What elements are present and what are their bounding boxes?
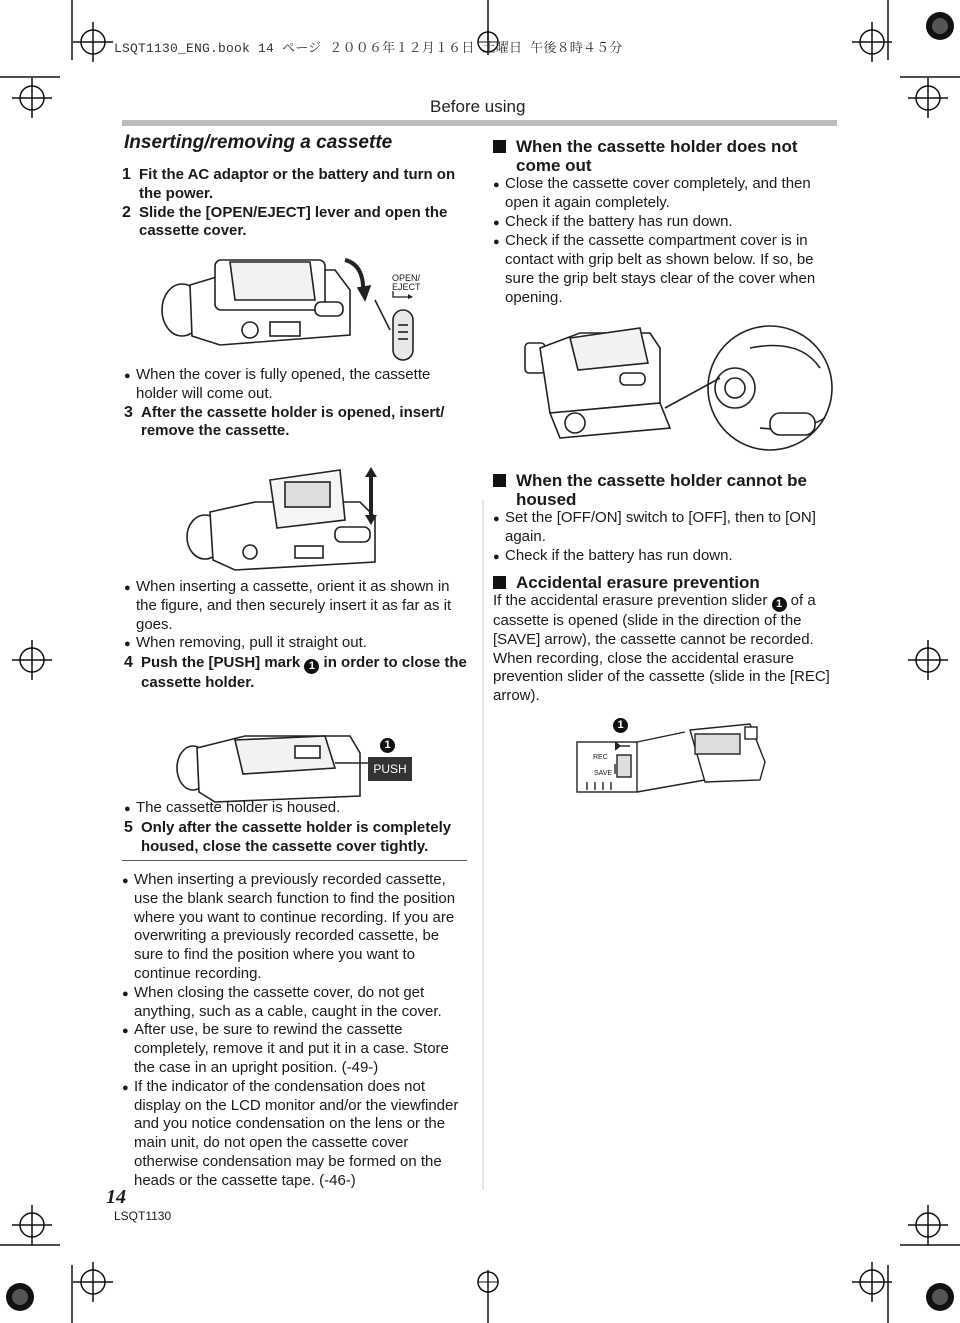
- step-1: [122, 166, 470, 204]
- list-item: [124, 799, 469, 819]
- grip-belt-figure: [520, 318, 840, 458]
- page-number: 14: [106, 1186, 126, 1208]
- arrow-icon: [392, 289, 414, 299]
- step-number: 5: [124, 818, 133, 836]
- bullet-icon: [493, 547, 505, 567]
- bullet-icon: [493, 175, 505, 213]
- list-item: [122, 1078, 467, 1191]
- bullet-icon: [493, 232, 505, 307]
- bullet-icon: [122, 984, 134, 1022]
- list-item: [493, 213, 838, 233]
- heading-holder-not-out: [493, 137, 838, 175]
- cassette-slider-figure: [575, 722, 775, 802]
- step-5: [124, 819, 469, 857]
- heading-text: Accidental erasure prevention: [516, 573, 760, 592]
- note-text: After use, be sure to rewind the cassette completely, remove it and put it in a case. Store the case in an upright position. (-49-): [134, 1021, 449, 1076]
- note-text: When closing the cassette cover, do not get anything, such as a cable, caught in the cover.: [134, 983, 442, 1020]
- paragraph-text: If the accidental erasure prevention slider: [493, 592, 768, 609]
- page-title: Inserting/removing a cassette: [124, 132, 393, 153]
- heading-square-icon: [493, 140, 506, 153]
- bullet-icon: [124, 634, 136, 654]
- list-item: [124, 578, 469, 634]
- step-number: 2: [122, 203, 131, 221]
- save-label: SAVE: [594, 770, 613, 777]
- notes-divider: [122, 860, 467, 861]
- step-3: [124, 404, 469, 442]
- bullet-icon: [124, 366, 136, 404]
- step-text: Slide the [OPEN/EJECT] lever and open the cassette cover.: [139, 203, 448, 240]
- bullet-text: Check if the cassette compartment cover is in contact with grip belt as shown below. If so, be sure the grip belt stays clear of the cover when opening.: [505, 232, 816, 306]
- list-item: [122, 984, 467, 1022]
- note-text: When inserting a previously recorded cassette, use the blank search function to find the position where you want to continue recording. If you are overwriting a previously recorded cassette, be sure to find the position where you want to continue recording.: [134, 871, 456, 982]
- step-number: 3: [124, 403, 133, 421]
- bullet-icon: [122, 1078, 134, 1191]
- right-section-2: [493, 471, 838, 566]
- bullet-icon: [122, 871, 134, 984]
- open-eject-label: OPEN/ EJECT: [392, 273, 421, 292]
- heading-square-icon: [493, 474, 506, 487]
- heading-square-icon: [493, 576, 506, 589]
- list-item: [493, 547, 838, 567]
- bullet-text: Check if the battery has run down.: [505, 212, 733, 230]
- step-number: 4: [124, 654, 133, 672]
- bullet-icon: [493, 213, 505, 233]
- steps-1-2: [122, 166, 470, 241]
- callout-1-icon: 1: [380, 738, 395, 753]
- bullet-text: The cassette holder is housed.: [136, 799, 341, 816]
- step-text: Only after the cassette holder is completely housed, close the cassette cover tightly.: [141, 818, 452, 855]
- push-label: PUSH: [368, 757, 412, 781]
- left-bullets-3: [124, 799, 469, 856]
- bullet-text: When the cover is fully opened, the cassette holder will come out.: [136, 366, 431, 402]
- heading-holder-not-housed: [493, 471, 838, 509]
- right-section-1: [493, 137, 838, 308]
- list-item: [493, 232, 838, 307]
- list-item: [124, 634, 469, 654]
- list-item: [122, 871, 467, 984]
- title-block: [124, 134, 469, 153]
- rec-label: REC: [593, 754, 608, 761]
- left-bullets-1: [124, 366, 469, 441]
- erasure-paragraph: [493, 592, 838, 706]
- step-2: [122, 204, 470, 242]
- left-bullets-2: [124, 578, 469, 693]
- heading-text: When the cassette holder does not come out: [516, 137, 798, 175]
- step-number: 1: [122, 166, 131, 183]
- bullet-icon: [124, 578, 136, 634]
- bullet-text: Check if the battery has run down.: [505, 546, 733, 564]
- step-4: [124, 654, 469, 693]
- heading-text: When the cassette holder cannot be housed: [516, 471, 807, 509]
- bullet-text: Close the cassette cover completely, and then open it again completely.: [505, 175, 811, 211]
- callout-1-icon: 1: [304, 659, 319, 674]
- heading-erasure-prevention: [493, 573, 838, 592]
- step-text: in order to close the cassette holder.: [141, 654, 467, 692]
- page-code: LSQT1130: [114, 1209, 172, 1223]
- cassette-insert-figure: [185, 462, 395, 572]
- header-rule: [122, 120, 837, 126]
- bullet-text: Set the [OFF/ON] switch to [OFF], then to [ON] again.: [505, 509, 816, 545]
- right-section-3: [493, 573, 838, 706]
- list-item: [493, 509, 838, 547]
- bullet-icon: [493, 509, 505, 547]
- camcorder-open-figure: [160, 240, 460, 365]
- callout-1-icon: 1: [613, 718, 628, 733]
- step-text: After the cassette holder is opened, insert/ remove the cassette.: [141, 403, 445, 440]
- bullet-text: When removing, pull it straight out.: [136, 634, 367, 652]
- bullet-text: When inserting a cassette, orient it as shown in the figure, and then securely insert it as far as it goes.: [136, 578, 452, 633]
- list-item: [122, 1021, 467, 1077]
- bullet-icon: [124, 799, 136, 819]
- section-label: Before using: [430, 97, 526, 116]
- notes-list: [122, 871, 467, 1191]
- step-text: Push the [PUSH] mark: [141, 654, 301, 672]
- bullet-icon: [122, 1021, 134, 1077]
- paragraph-text: of a cassette is opened (slide in the direction of the [SAVE] arrow), the cassette cannot be recorded. When recording, close the accidental erasure prevention slider of the cassette (slide in the [REC] arrow).: [493, 592, 830, 705]
- list-item: [493, 175, 838, 213]
- print-header: LSQT1130_ENG.book 14 ページ ２００６年１２月１６日 土曜日 午後８時４５分: [114, 41, 623, 56]
- note-text: If the indicator of the condensation does not display on the LCD monitor and/or the viewfinder and you notice condensation on the lens or the main unit, do not open the cassette cover otherwise condensation may be formed on the heads or the cassette tape. (-46-): [134, 1077, 459, 1189]
- list-item: [124, 366, 469, 404]
- step-text: Fit the AC adaptor or the battery and turn on the power.: [139, 166, 456, 202]
- callout-1-icon: 1: [772, 597, 787, 612]
